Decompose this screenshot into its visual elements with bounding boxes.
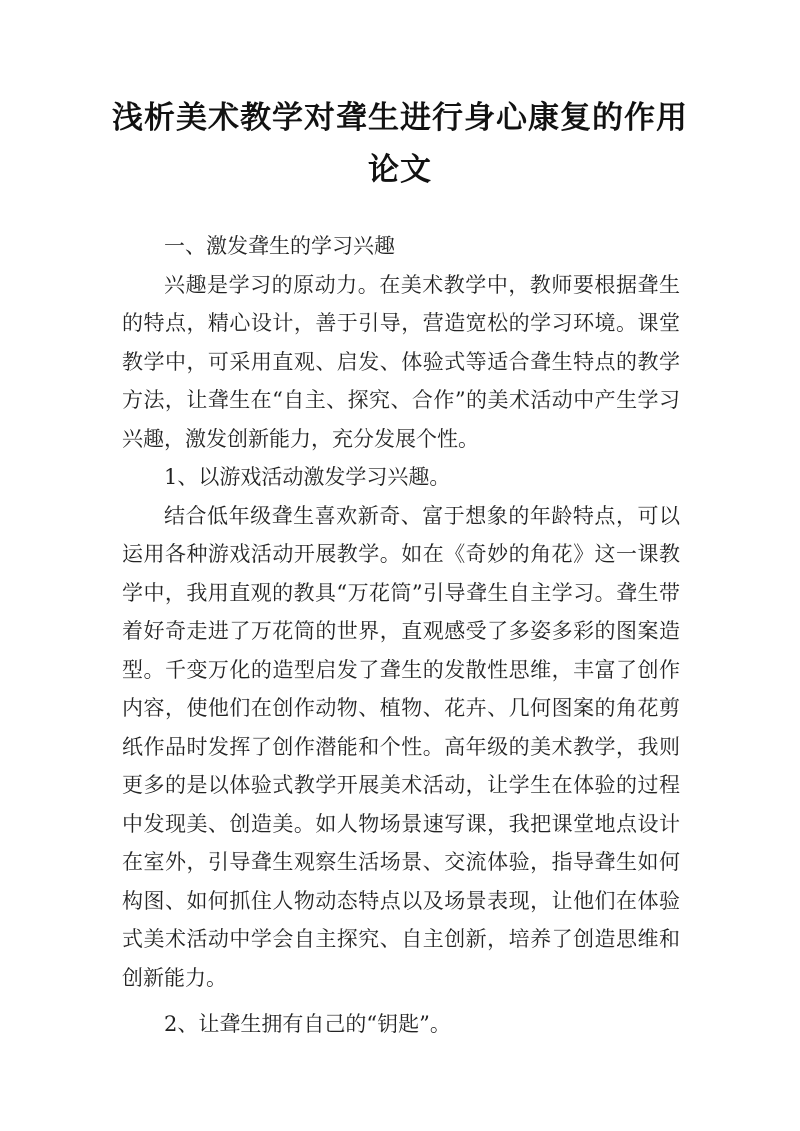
title-line-1: 浅析美术教学对聋生进行身心康复的作用	[112, 100, 688, 136]
title-line-2: 论文	[368, 152, 432, 188]
paragraph-1: 兴趣是学习的原动力。在美术教学中，教师要根据聋生的特点，精心设计，善于引导，营造宽松的学习环境。课堂教学中，可采用直观、启发、体验式等适合聋生特点的教学方法，让聋生在“自主、探究、合作”的美术活动中产生学习兴趣，激发创新能力，充分发展个性。	[122, 272, 680, 451]
section-heading: 一、激发聋生的学习兴趣	[164, 234, 395, 258]
subheading-2: 2、让聋生拥有自己的“钥匙”。	[164, 1012, 451, 1036]
document-title	[100, 92, 700, 196]
paragraph-2: 结合低年级聋生喜欢新奇、富于想象的年龄特点，可以运用各种游戏活动开展教学。如在《奇妙的角花》这一课教学中，我用直观的教具“万花筒”引导聋生自主学习。聋生带着好奇走进了万花筒的世界，直观感受了多姿多彩的图案造型。千变万化的造型启发了聋生的发散性思维，丰富了创作内容，使他们在创作动物、植物、花卉、几何图案的角花剪纸作品时发挥了创作潜能和个性。高年级的美术教学，我则更多的是以体验式教学开展美术活动，让学生在体验的过程中发现美、创造美。如人物场景速写课，我把课堂地点设计在室外，引导聋生观察生活场景、交流体验，指导聋生如何构图、如何抓住人物动态特点以及场景表现，让他们在体验式美术活动中学会自主探究、自主创新，培养了创造思维和创新能力。	[122, 503, 680, 990]
subheading-1: 1、以游戏活动激发学习兴趣。	[164, 465, 451, 489]
document-body	[122, 227, 680, 1044]
